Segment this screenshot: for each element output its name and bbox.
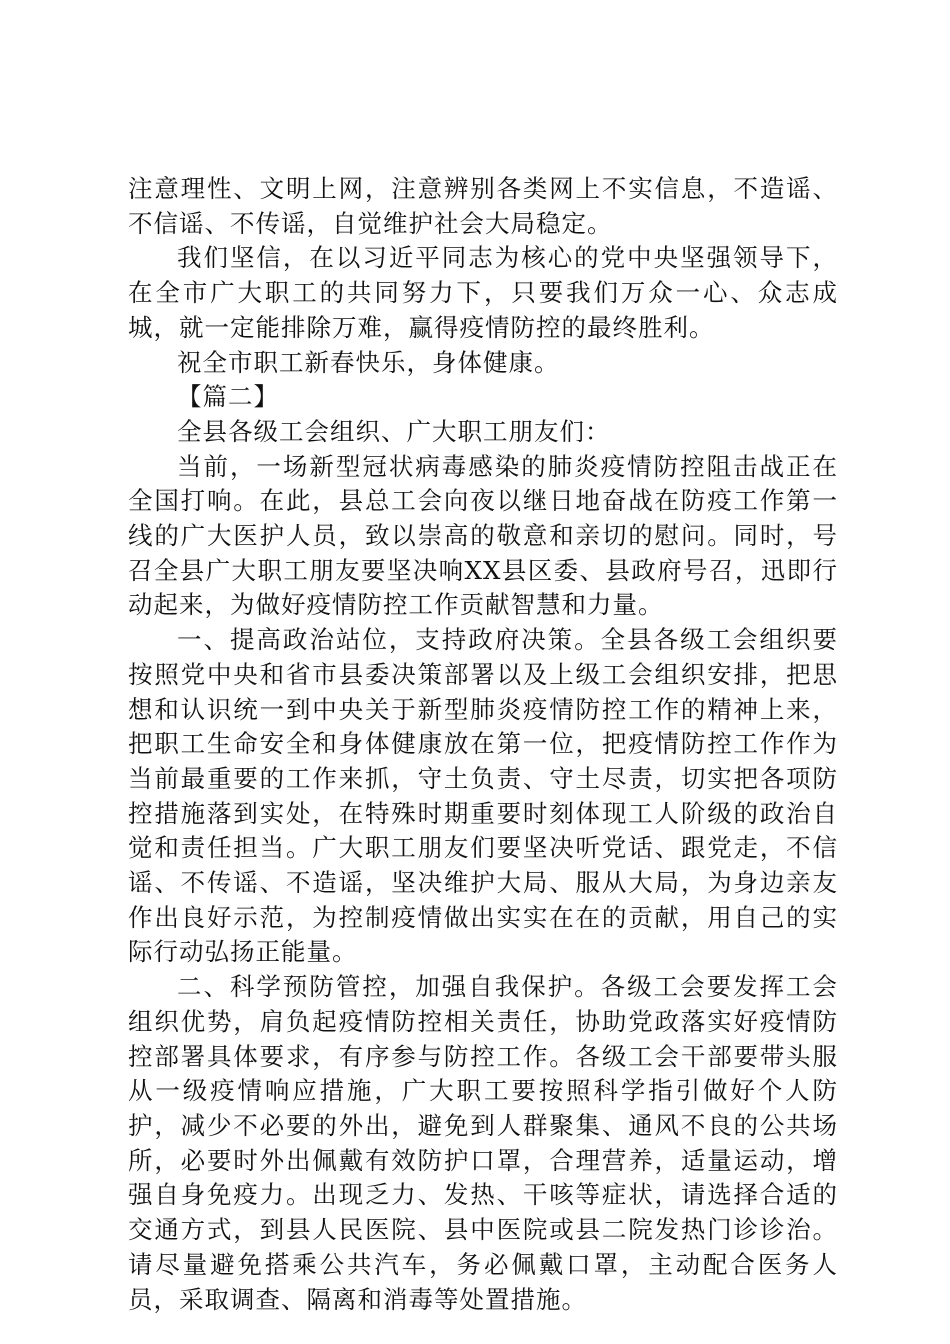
salutation: 全县各级工会组织、广大职工朋友们： <box>177 416 611 446</box>
paragraph-7: 一、提高政治站位，支持政府决策。全县各级工会组织要按照党中央和省市县委决策部署以及上级工会组织安排，把思想和认识统一到中央关于新型肺炎疫情防控工作的精神上来，把职工生命安全和身体健康放在第一位，把疫情防控工作作为当前最重要的工作来抓，守土负责、守土尽责，切实把各项防控措施落到实处，在特殊时期重要时刻体现工人阶级的政治自觉和责任担当。广大职工朋友们要坚决听党话、跟党走，不信谣、不传谣、不造谣，坚决维护大局、服从大局，为身边亲友作出良好示范，为控制疫情做出实实在在的贡献，用自己的实际行动弘扬正能量。 <box>128 625 838 967</box>
paragraph-2: 我们坚信，在以习近平同志为核心的党中央坚强领导下，在全市广大职工的共同努力下，只要我们万众一心、众志成城，就一定能排除万难，赢得疫情防控的最终胜利。 <box>128 243 838 342</box>
document-page <box>128 172 838 1317</box>
paragraph-3: 祝全市职工新春快乐，身体健康。 <box>177 347 560 377</box>
paragraph-1: 注意理性、文明上网，注意辨别各类网上不实信息，不造谣、不信谣、不传谣，自觉维护社会大局稳定。 <box>128 174 838 238</box>
paragraph-8: 二、科学预防管控，加强自我保护。各级工会要发挥工会组织优势，肩负起疫情防控相关责任，协助党政落实好疫情防控部署具体要求，有序参与防控工作。各级工会干部要带头服从一级疫情响应措施，广大职工要按照科学指引做好个人防护，减少不必要的外出，避免到人群聚集、通风不良的公共场所，必要时外出佩戴有效防护口罩，合理营养，适量运动，增强自身免疫力。出现乏力、发热、干咳等症状，请选择合适的交通方式，到县人民医院、县中医院或县二院发热门诊诊治。请尽量避免搭乘公共汽车，务必佩戴口罩，主动配合医务人员，采取调查、隔离和消毒等处置措施。 <box>128 972 838 1314</box>
section-heading: 【篇二】 <box>177 382 279 412</box>
paragraph-6: 当前，一场新型冠状病毒感染的肺炎疫情防控阻击战正在全国打响。在此，县总工会向夜以继日地奋战在防疫工作第一线的广大医护人员，致以崇高的敬意和亲切的慰问。同时，号召全县广大职工朋友要坚决响XX县区委、县政府号召，迅即行动起来，为做好疫情防控工作贡献智慧和力量。 <box>128 451 838 620</box>
